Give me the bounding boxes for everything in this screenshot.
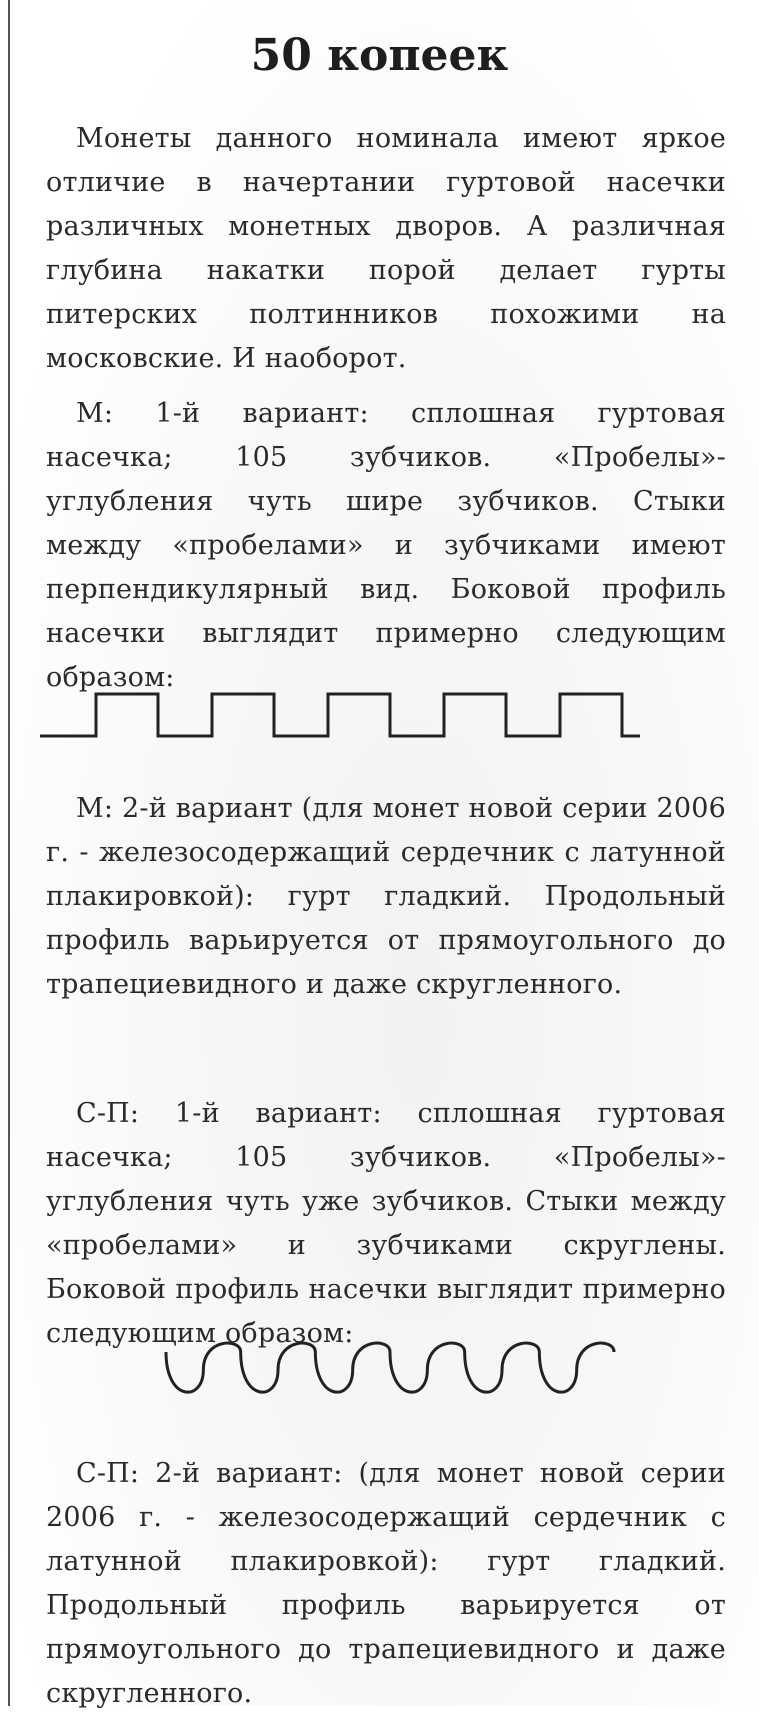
square-profile-line	[40, 694, 640, 736]
square-edge-profile-figure	[40, 690, 700, 742]
paragraph-m-variant-1: М: 1-й вариант: сплошная гуртовая насечка; 105 зубчиков. «Пробелы»-углубления чуть шире зубчиков. Стыки между «пробелами» и зубчиками имеют перпендикулярный вид. Боковой профиль насечки выглядит примерно следующим образом:	[46, 398, 726, 693]
paragraph-sp-variant-2: С-П: 2-й вариант: (для монет новой серии 2006 г. - железосодержащий сердечник с латунной плакировкой): гурт гладкий. Продольный профиль варьируется от прямоугольного до трапециевидного и даже скругленного.	[46, 1458, 726, 1709]
left-border-line	[8, 0, 10, 1706]
paragraph-intro: Монеты данного номинала имеют яркое отличие в начертании гуртовой насечки различных монетных дворов. А различная глубина накатки порой делает гурты питерских полтинников похожими на московские. И наоборот.	[46, 123, 726, 374]
page-title: 50 копеек	[250, 30, 509, 81]
wave-profile-line	[166, 1343, 614, 1392]
paragraph-m-variant-2: М: 2-й вариант (для монет новой серии 2006 г. - железосодержащий сердечник с латунной плакировкой): гурт гладкий. Продольный профиль варьируется от прямоугольного до трапециевидного и даже скругленного.	[46, 793, 726, 1000]
paragraph-sp-variant-1: С-П: 1-й вариант: сплошная гуртовая насечка; 105 зубчиков. «Пробелы»-углубления чуть уже зубчиков. Стыки между «пробелами» и зубчиками скруглены. Боковой профиль насечки выглядит примерно следующим образом:	[46, 1098, 726, 1349]
wave-edge-profile-figure	[160, 1330, 620, 1410]
